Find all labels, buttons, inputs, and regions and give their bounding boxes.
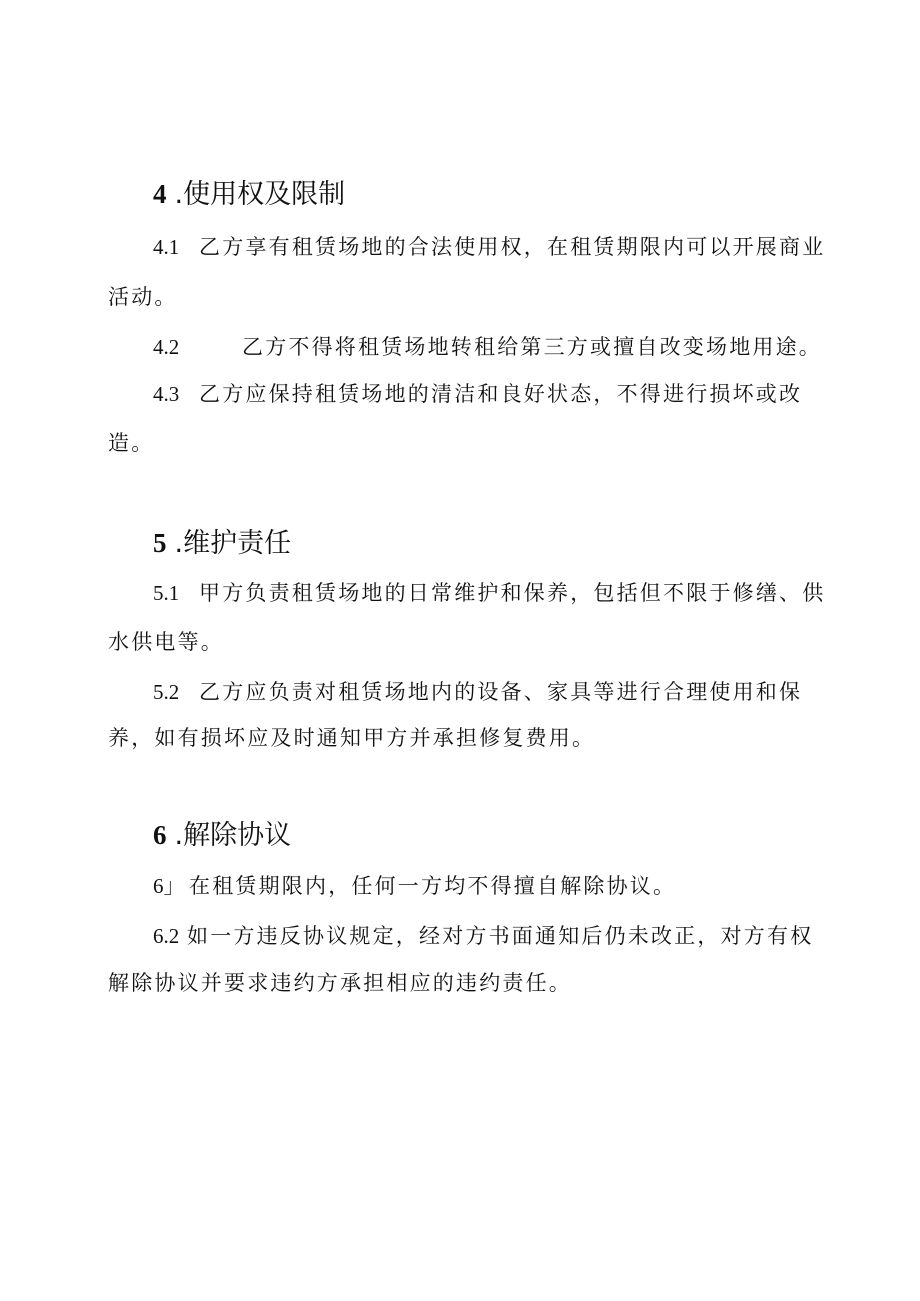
clause-4-1-continuation xyxy=(108,283,178,311)
section-title: .维护责任 xyxy=(174,528,292,559)
clause-6-2-continuation xyxy=(108,969,572,997)
clause-text-line: 乙方享有租赁场地的合法使用权，在租赁期限内可以开展商业 xyxy=(199,235,826,259)
section-number: 4 xyxy=(153,179,167,209)
clause-number: 6」 xyxy=(153,874,185,898)
clause-4-3 xyxy=(153,380,802,408)
clause-4-1 xyxy=(153,233,825,261)
section-number: 6 xyxy=(153,820,167,850)
clause-5-1 xyxy=(153,579,825,607)
section-heading-5 xyxy=(153,526,291,561)
clause-number: 5.1 xyxy=(153,581,180,605)
clause-5-2-continuation xyxy=(108,724,595,752)
clause-6-1 xyxy=(153,872,676,900)
section-title: .解除协议 xyxy=(174,820,292,851)
section-heading-6 xyxy=(153,818,291,853)
clause-4-3-continuation xyxy=(108,429,154,457)
clause-number: 4.1 xyxy=(153,235,180,259)
clause-text-line: 甲方负责租赁场地的日常维护和保养，包括但不限于修缮、供 xyxy=(199,581,826,605)
clause-text-line: 解除协议并要求违约方承担相应的违约责任。 xyxy=(108,971,572,995)
clause-5-1-continuation xyxy=(108,628,224,656)
clause-text-line: 如一方违反协议规定，经对方书面通知后仍未改正，对方有权 xyxy=(187,924,814,948)
clause-6-2 xyxy=(153,922,813,950)
clause-text-line: 养，如有损坏应及时通知甲方并承担修复费用。 xyxy=(108,726,596,750)
clause-number: 4.2 xyxy=(153,335,180,359)
clause-number: 5.2 xyxy=(153,680,180,704)
clause-text-line: 水供电等。 xyxy=(108,630,224,654)
section-heading-4 xyxy=(153,177,345,212)
clause-text-line: 造。 xyxy=(108,431,155,455)
clause-text-line: 乙方不得将租赁场地转租给第三方或擅自改变场地用途。 xyxy=(242,335,822,359)
clause-text-line: 乙方应保持租赁场地的清洁和良好状态，不得进行损坏或改 xyxy=(199,382,803,406)
section-title: .使用权及限制 xyxy=(174,179,346,210)
clause-5-2 xyxy=(153,678,802,706)
clause-text-line: 乙方应负责对租赁场地内的设备、家具等进行合理使用和保 xyxy=(199,680,803,704)
clause-text-line: 活动。 xyxy=(108,285,178,309)
clause-number: 4.3 xyxy=(153,382,180,406)
section-number: 5 xyxy=(153,528,167,558)
clause-number: 6.2 xyxy=(153,924,180,948)
clause-text-line: 在租赁期限内，任何一方均不得擅自解除协议。 xyxy=(189,874,677,898)
clause-4-2 xyxy=(153,333,822,361)
